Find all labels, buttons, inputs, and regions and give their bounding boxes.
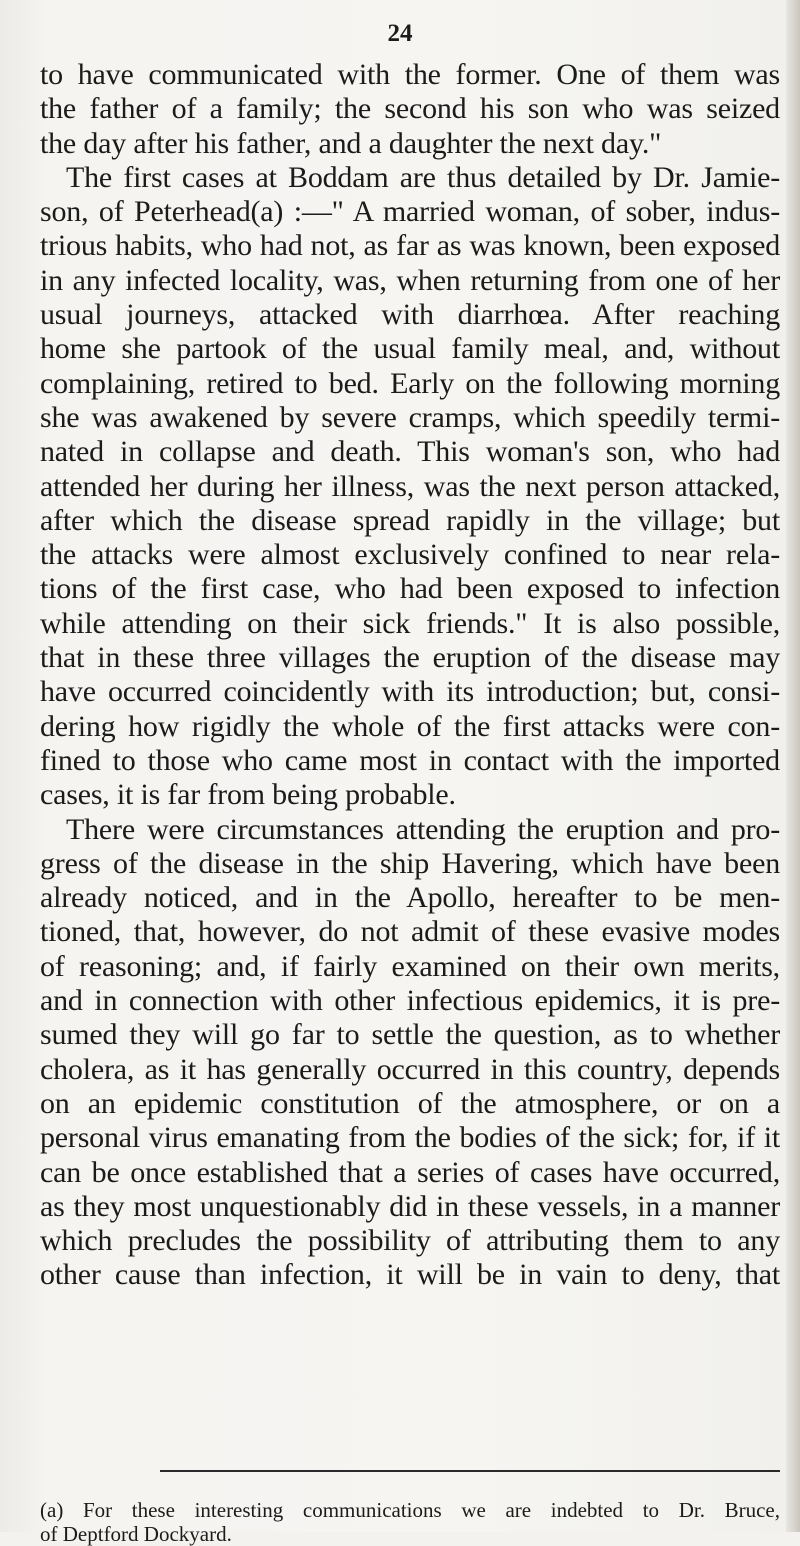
footnote-line: (a) For these interesting communications we are indebted to Dr. Bruce, [40,1498,780,1522]
page-binding-edge [786,0,800,1532]
text-line: home she partook of the usual family meal, and, without [40,332,780,366]
text-line: on an epidemic constitution of the atmosphere, or on a [40,1086,780,1120]
text-line: can be once established that a series of cases have occurred, [40,1155,780,1189]
text-line: complaining, retired to bed. Early on the following morning [40,366,780,400]
text-line: fined to those who came most in contact with the imported [40,743,780,777]
text-line: gress of the disease in the ship Havering, which have been [40,846,780,880]
text-line: the day after his father, and a daughter the next day." [40,126,662,160]
text-line: which precludes the possibility of attributing them to any [40,1224,780,1258]
text-line: have occurred coincidently with its introduction; but, consi- [40,675,780,709]
text-line: cholera, as it has generally occurred in this country, depends [40,1052,780,1086]
footnote-divider [160,1470,780,1472]
footnote-line: of Deptford Dockyard. [40,1522,232,1546]
text-line: and in connection with other infectious epidemics, it is pre- [40,984,780,1018]
body-text [40,58,780,1293]
text-line: already noticed, and in the Apollo, hereafter to be men- [40,881,780,915]
text-line: after which the disease spread rapidly in the village; but [40,503,780,537]
text-line: as they most unquestionably did in these vessels, in a manner [40,1189,780,1223]
footnote [40,1498,780,1546]
text-line: tions of the first case, who had been exposed to infection [40,572,780,606]
page-number: 24 [387,20,413,47]
text-line: There were circumstances attending the eruption and pro- [66,812,780,846]
text-line: that in these three villages the eruption of the disease may [40,641,780,675]
text-line: while attending on their sick friends." It is also possible, [40,606,780,640]
text-line: nated in collapse and death. This woman's son, who had [40,435,780,469]
text-line: in any infected locality, was, when returning from one of her [40,263,780,297]
text-line: attended her during her illness, was the next person attacked, [40,469,780,503]
text-line: to have communicated with the former. One of them was [40,58,780,91]
text-line: dering how rigidly the whole of the first attacks were con- [40,709,780,743]
text-line: cases, it is far from being probable. [40,778,456,812]
text-line: usual journeys, attacked with diarrhœa. After reaching [40,298,780,332]
text-line: son, of Peterhead(a) :—" A married woman, of sober, indus- [40,195,780,229]
text-line: The first cases at Boddam are thus detailed by Dr. Jamie- [66,160,780,194]
text-line: the attacks were almost exclusively confined to near rela- [40,538,780,572]
text-line: tioned, that, however, do not admit of these evasive modes [40,915,780,949]
text-line: personal virus emanating from the bodies of the sick; for, if it [40,1121,780,1155]
text-line: of reasoning; and, if fairly examined on their own merits, [40,949,780,983]
text-line: she was awakened by severe cramps, which speedily termi- [40,400,780,434]
text-line: the father of a family; the second his son who was seized [40,92,780,126]
text-line: sumed they will go far to settle the question, as to whether [40,1018,780,1052]
text-line: other cause than infection, it will be in vain to deny, that [40,1258,780,1292]
text-line: trious habits, who had not, as far as was known, been exposed [40,229,780,263]
